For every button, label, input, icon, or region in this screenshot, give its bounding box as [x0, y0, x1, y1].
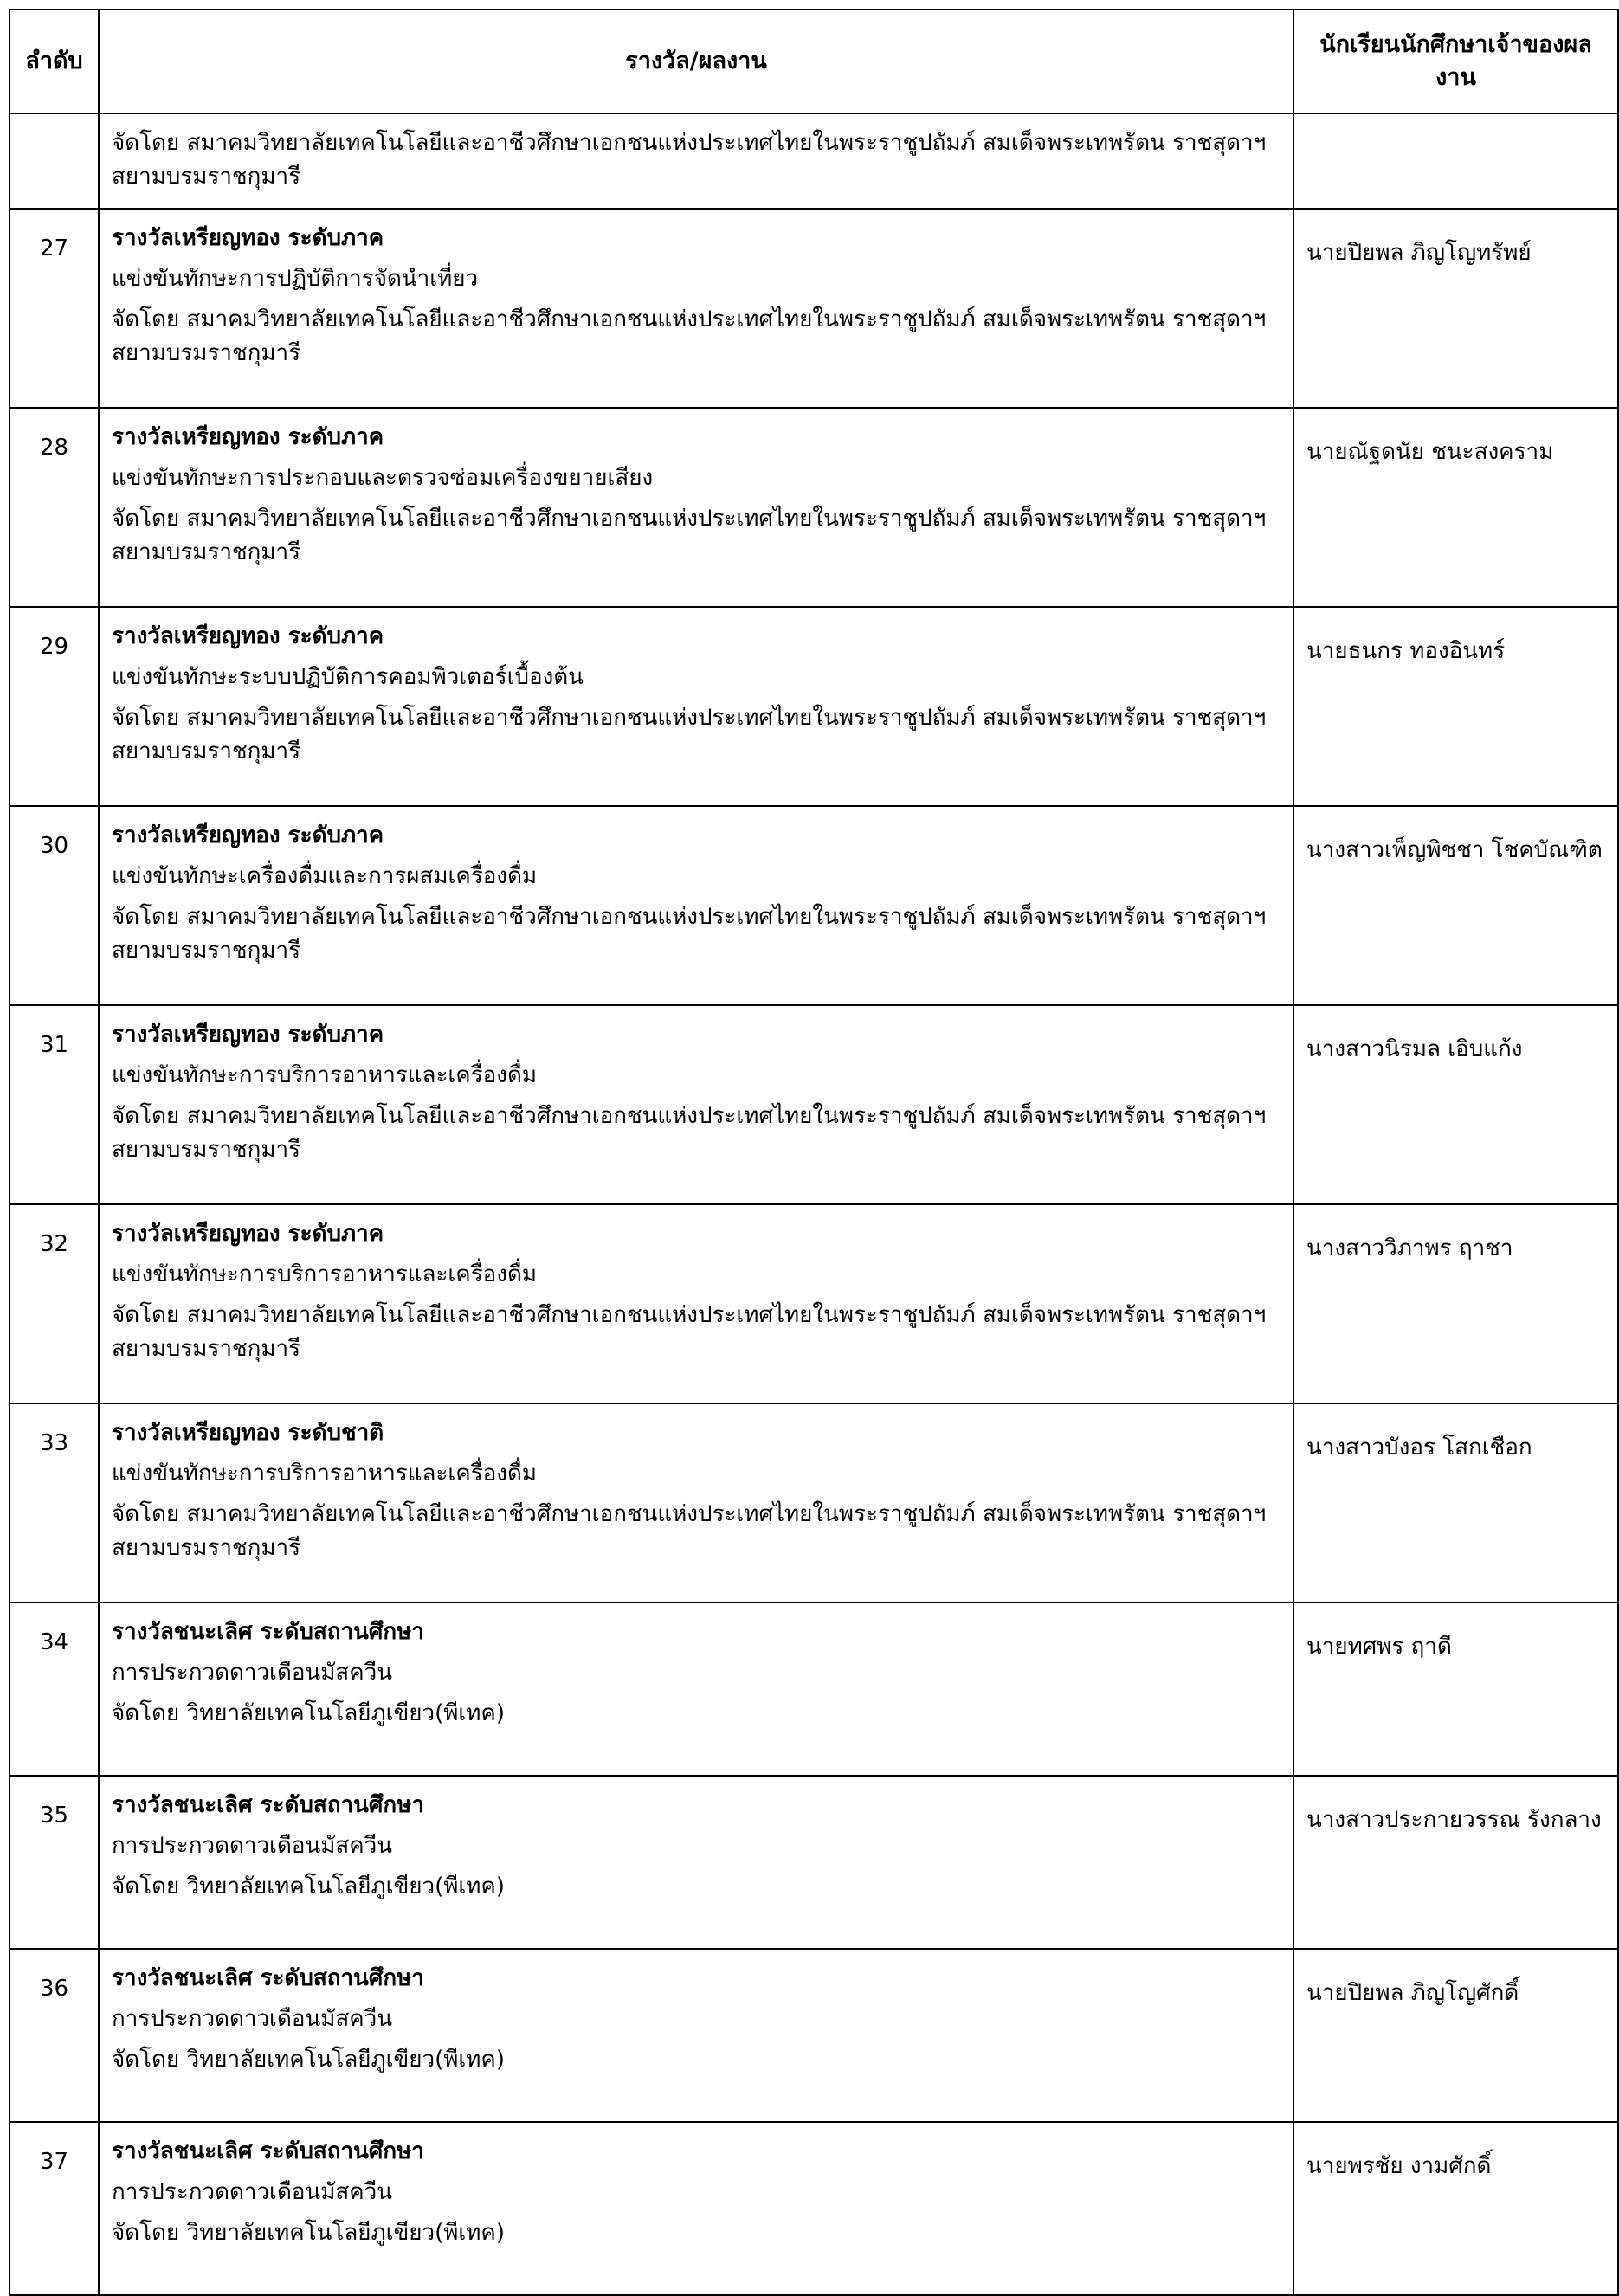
award-event: แข่งขันทักษะการปฏิบัติการจัดนำเที่ยว — [112, 266, 479, 292]
cell-no: 36 — [10, 1949, 99, 2122]
award-title: รางวัลชนะเลิศ ระดับสถานศึกษา — [112, 1619, 424, 1645]
table-row — [10, 1005, 1618, 1204]
cell-no: 35 — [10, 1776, 99, 1949]
award-event: แข่งขันทักษะการบริการอาหารและเครื่องดื่ม — [112, 1062, 537, 1088]
cell-award — [99, 2122, 1293, 2295]
award-title: รางวัลเหรียญทอง ระดับภาค — [112, 424, 384, 450]
award-title: รางวัลเหรียญทอง ระดับชาติ — [112, 1420, 384, 1446]
award-title: รางวัลเหรียญทอง ระดับภาค — [112, 1022, 384, 1048]
award-organizer: จัดโดย สมาคมวิทยาลัยเทคโนโลยีและอาชีวศึกษาเอกชนแห่งประเทศไทยในพระราชูปถัมภ์ สมเด็จพระเทพรัตน ราชสุดาฯสยามบรมราชกุมารี — [112, 1501, 1267, 1561]
cell-student: นายทศพร ฤาดี — [1293, 1603, 1618, 1776]
award-event: แข่งขันทักษะเครื่องดื่มและการผสมเครื่องดื่ม — [112, 863, 538, 889]
table-row — [10, 408, 1618, 607]
table-row — [10, 1949, 1618, 2122]
cell-no: 27 — [10, 209, 99, 408]
award-organizer: จัดโดย วิทยาลัยเทคโนโลยีภูเขียว(พีเทค) — [112, 2047, 505, 2073]
award-event: การประกวดดาวเดือนมัสควีน — [112, 1660, 392, 1686]
cell-award — [99, 1603, 1293, 1776]
cell-award — [99, 1204, 1293, 1403]
award-title: รางวัลชนะเลิศ ระดับสถานศึกษา — [112, 2138, 424, 2164]
table-row — [10, 1776, 1618, 1949]
cell-student: นางสาวนิรมล เอิบแก้ง — [1293, 1005, 1618, 1204]
cell-student — [1293, 113, 1618, 209]
cell-no: 31 — [10, 1005, 99, 1204]
cell-no: 28 — [10, 408, 99, 607]
award-title: รางวัลชนะเลิศ ระดับสถานศึกษา — [112, 1792, 424, 1818]
cell-student: นางสาวประกายวรรณ รังกลาง — [1293, 1776, 1618, 1949]
cell-no: 32 — [10, 1204, 99, 1403]
cell-no: 33 — [10, 1403, 99, 1603]
award-event: การประกวดดาวเดือนมัสควีน — [112, 2179, 392, 2205]
award-organizer: จัดโดย วิทยาลัยเทคโนโลยีภูเขียว(พีเทค) — [112, 1874, 505, 1899]
award-title: รางวัลเหรียญทอง ระดับภาค — [112, 623, 384, 649]
award-title: รางวัลเหรียญทอง ระดับภาค — [112, 822, 384, 848]
cell-award — [99, 209, 1293, 408]
cell-student: นางสาวเพ็ญพิชชา โชคบัณฑิต — [1293, 806, 1618, 1005]
table-row — [10, 1403, 1618, 1603]
cell-student: นางสาวบังอร โสกเชือก — [1293, 1403, 1618, 1603]
cell-award — [99, 1005, 1293, 1204]
award-organizer: จัดโดย วิทยาลัยเทคโนโลยีภูเขียว(พีเทค) — [112, 1700, 505, 1726]
cell-award — [99, 1776, 1293, 1949]
award-organizer: จัดโดย สมาคมวิทยาลัยเทคโนโลยีและอาชีวศึกษาเอกชนแห่งประเทศไทยในพระราชูปถัมภ์ สมเด็จพระเทพรัตน ราชสุดาฯสยามบรมราชกุมารี — [112, 130, 1267, 190]
table-row — [10, 1204, 1618, 1403]
cell-no: 37 — [10, 2122, 99, 2295]
cell-award — [99, 408, 1293, 607]
award-event: การประกวดดาวเดือนมัสควีน — [112, 2006, 392, 2032]
cell-student: นายพรชัย งามศักดิ์ — [1293, 2122, 1618, 2295]
award-organizer: จัดโดย สมาคมวิทยาลัยเทคโนโลยีและอาชีวศึกษาเอกชนแห่งประเทศไทยในพระราชูปถัมภ์ สมเด็จพระเทพรัตน ราชสุดาฯสยามบรมราชกุมารี — [112, 506, 1267, 565]
award-title: รางวัลเหรียญทอง ระดับภาค — [112, 1221, 384, 1247]
award-title: รางวัลชนะเลิศ ระดับสถานศึกษา — [112, 1965, 424, 1991]
table-row — [10, 209, 1618, 408]
cell-no — [10, 113, 99, 209]
header-award: รางวัล/ผลงาน — [99, 10, 1293, 113]
cell-award — [99, 1949, 1293, 2122]
award-title: รางวัลเหรียญทอง ระดับภาค — [112, 225, 384, 251]
table-row-continuation — [10, 113, 1618, 209]
award-organizer: จัดโดย สมาคมวิทยาลัยเทคโนโลยีและอาชีวศึกษาเอกชนแห่งประเทศไทยในพระราชูปถัมภ์ สมเด็จพระเทพรัตน ราชสุดาฯสยามบรมราชกุมารี — [112, 904, 1267, 964]
awards-table — [9, 9, 1619, 2296]
table-row — [10, 2122, 1618, 2295]
table-row — [10, 806, 1618, 1005]
cell-award — [99, 607, 1293, 806]
award-event: แข่งขันทักษะระบบปฏิบัติการคอมพิวเตอร์เบื้องต้น — [112, 664, 584, 690]
award-event: การประกวดดาวเดือนมัสควีน — [112, 1833, 392, 1859]
award-organizer: จัดโดย สมาคมวิทยาลัยเทคโนโลยีและอาชีวศึกษาเอกชนแห่งประเทศไทยในพระราชูปถัมภ์ สมเด็จพระเทพรัตน ราชสุดาฯสยามบรมราชกุมารี — [112, 705, 1267, 764]
award-organizer: จัดโดย สมาคมวิทยาลัยเทคโนโลยีและอาชีวศึกษาเอกชนแห่งประเทศไทยในพระราชูปถัมภ์ สมเด็จพระเทพรัตน ราชสุดาฯสยามบรมราชกุมารี — [112, 1103, 1267, 1163]
cell-student: นายณัฐดนัย ชนะสงคราม — [1293, 408, 1618, 607]
cell-award — [99, 113, 1293, 209]
cell-student: นายปิยพล ภิญโญศักดิ์ — [1293, 1949, 1618, 2122]
header-student: นักเรียนนักศึกษาเจ้าของผลงาน — [1293, 10, 1618, 113]
cell-no: 29 — [10, 607, 99, 806]
cell-student: นายธนกร ทองอินทร์ — [1293, 607, 1618, 806]
table-row — [10, 1603, 1618, 1776]
table-row — [10, 607, 1618, 806]
header-no: ลำดับ — [10, 10, 99, 113]
award-event: แข่งขันทักษะการบริการอาหารและเครื่องดื่ม — [112, 1261, 537, 1287]
cell-award — [99, 1403, 1293, 1603]
cell-student: นายปิยพล ภิญโญทรัพย์ — [1293, 209, 1618, 408]
header-row — [10, 10, 1618, 113]
award-organizer: จัดโดย วิทยาลัยเทคโนโลยีภูเขียว(พีเทค) — [112, 2220, 505, 2246]
cell-no: 30 — [10, 806, 99, 1005]
award-event: แข่งขันทักษะการบริการอาหารและเครื่องดื่ม — [112, 1461, 537, 1487]
cell-no: 34 — [10, 1603, 99, 1776]
award-organizer: จัดโดย สมาคมวิทยาลัยเทคโนโลยีและอาชีวศึกษาเอกชนแห่งประเทศไทยในพระราชูปถัมภ์ สมเด็จพระเทพรัตน ราชสุดาฯสยามบรมราชกุมารี — [112, 306, 1267, 366]
cell-award — [99, 806, 1293, 1005]
award-organizer: จัดโดย สมาคมวิทยาลัยเทคโนโลยีและอาชีวศึกษาเอกชนแห่งประเทศไทยในพระราชูปถัมภ์ สมเด็จพระเทพรัตน ราชสุดาฯสยามบรมราชกุมารี — [112, 1302, 1267, 1362]
award-event: แข่งขันทักษะการประกอบและตรวจซ่อมเครื่องขยายเสียง — [112, 465, 654, 491]
cell-student: นางสาววิภาพร ฤาชา — [1293, 1204, 1618, 1403]
